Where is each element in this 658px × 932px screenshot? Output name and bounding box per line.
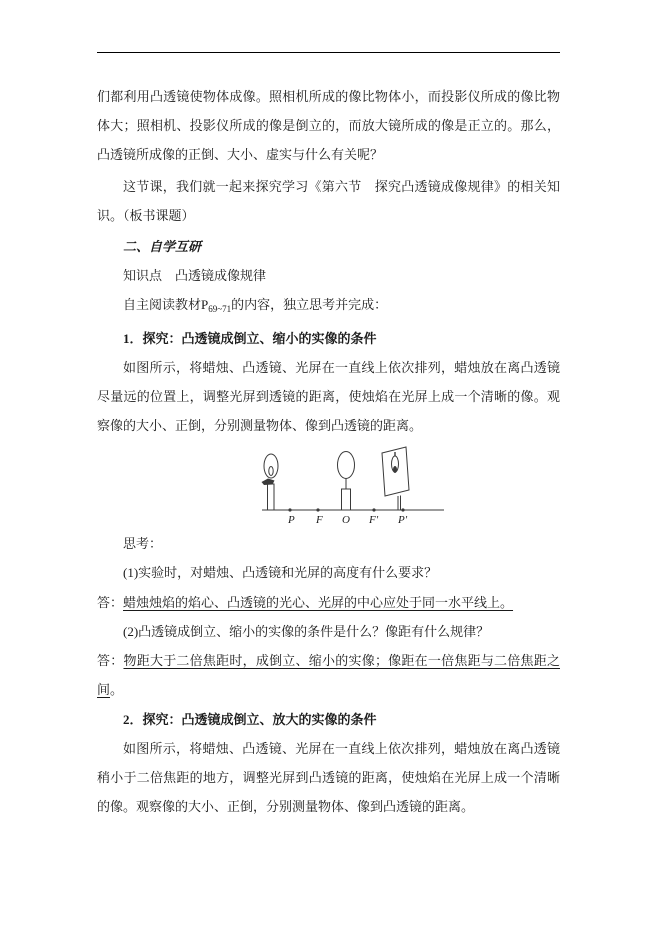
axis-point-P-prime <box>401 508 404 511</box>
answer-2-label: 答： <box>97 653 124 668</box>
knowledge-point-label: 知识点 <box>123 268 163 283</box>
lesson-intro-paragraph: 这节课，我们就一起来探究学习《第六节 探究凸透镜成像规律》的相关知识。（板书课题） <box>97 179 560 223</box>
optics-experiment-figure <box>97 443 560 529</box>
explore2-heading: 2．探究：凸透镜成倒立、放大的实像的条件 <box>123 712 377 727</box>
reading-instruction-line <box>97 290 560 324</box>
section-heading-self-study: 二、自学互研 <box>123 239 202 254</box>
think-label: 思考： <box>123 536 163 551</box>
axis-label-O: O <box>342 514 350 526</box>
intro-paragraph: 们都利用凸透镜使物体成像。照相机所成的像比物体小，而投影仪所成的像比物体大；照相机、投影仪所成的像是倒立的，而放大镜所成的像是正立的。那么，凸透镜所成像的正倒、大小、虚实与什么有关呢？ <box>97 89 560 162</box>
light-screen-icon <box>382 447 409 510</box>
question-1: (1)实验时，对蜡烛、凸透镜和光屏的高度有什么要求？ <box>123 565 438 580</box>
convex-lens-icon <box>338 452 355 511</box>
knowledge-point-line <box>97 261 560 290</box>
header-rule <box>97 52 560 53</box>
answer-2-text: 物距大于二倍焦距时，成倒立、缩小的实像；像距在一倍焦距与二倍焦距之间 <box>97 653 560 697</box>
axis-label-F: F <box>316 514 323 526</box>
answer-1-label: 答： <box>97 595 124 610</box>
question-2: (2)凸透镜成倒立、缩小的实像的条件是什么？像距有什么规律？ <box>123 624 490 639</box>
explore1-body: 如图所示，将蜡烛、凸透镜、光屏在一直线上依次排列，蜡烛放在离凸透镜尽量远的位置上，调整光屏到透镜的距离，使烛焰在光屏上成一个清晰的像。观察像的大小、正倒，分别测量物体、像到凸透镜的距离。 <box>97 360 560 433</box>
explore2-body: 如图所示，将蜡烛、凸透镜、光屏在一直线上依次排列，蜡烛放在离凸透镜稍小于二倍焦距的地方，调整光屏到凸透镜的距离，使烛焰在光屏上成一个清晰的像。观察像的大小、正倒，分别测量物体、像到凸透镜的距离。 <box>97 741 560 814</box>
answer-2-period: 。 <box>110 682 124 697</box>
answer-1-text: 蜡烛烛焰的焰心、凸透镜的光心、光屏的中心应处于同一水平线上。 <box>123 595 514 610</box>
axis-label-F-prime: F′ <box>369 514 379 526</box>
page-range-subscript: 69~71 <box>208 304 232 314</box>
answer-2 <box>97 646 560 704</box>
axis-point-F <box>316 508 319 511</box>
reading-suffix: 的内容，独立思考并完成： <box>231 297 388 312</box>
candle-icon <box>262 454 279 510</box>
axis-label-P: P <box>288 514 295 526</box>
document-body <box>97 82 560 821</box>
axis-point-F-prime <box>372 508 375 511</box>
optics-diagram <box>248 443 458 529</box>
explore1-heading: 1．探究：凸透镜成倒立、缩小的实像的条件 <box>123 331 377 346</box>
knowledge-point-title: 凸透镜成像规律 <box>175 268 267 283</box>
answer-1 <box>97 588 560 617</box>
axis-label-P-prime: P′ <box>398 514 408 526</box>
axis-point-P <box>288 508 291 511</box>
reading-prefix: 自主阅读教材P <box>123 297 209 312</box>
